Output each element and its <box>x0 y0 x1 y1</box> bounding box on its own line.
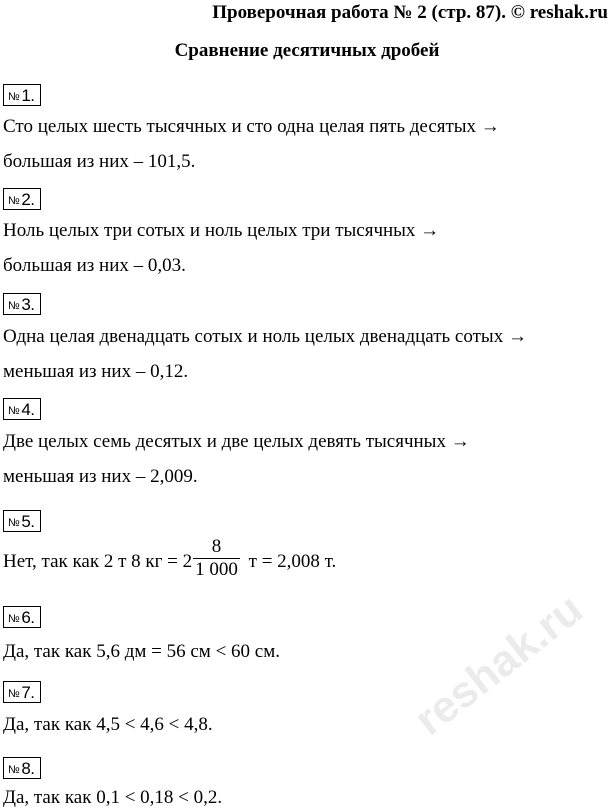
answer-line: меньшая из них – 2,009. <box>3 466 198 487</box>
number-sign: № <box>8 517 20 529</box>
answer-text: Нет, так как 2 т 8 кг = 2 <box>3 550 193 572</box>
answer-line: меньшая из них – 0,12. <box>3 361 189 382</box>
answer-line: Одна целая двенадцать сотых и ноль целых двенадцать сотых → <box>3 326 527 347</box>
answer-line <box>3 536 337 585</box>
answer-line: большая из них – 0,03. <box>3 255 186 276</box>
task-number-badge <box>3 293 41 315</box>
task-number: 5. <box>21 512 35 531</box>
fraction-denominator: 1 000 <box>195 559 238 580</box>
watermark: reshak.ru <box>405 584 592 745</box>
page-title: Сравнение десятичных дробей <box>174 40 440 61</box>
number-sign: № <box>8 300 20 312</box>
answer-line: Да, так как 4,5 < 4,6 < 4,8. <box>3 714 213 735</box>
task-number-badge <box>3 398 41 420</box>
number-sign: № <box>8 764 20 776</box>
number-sign: № <box>8 613 20 625</box>
task-number-badge <box>3 681 41 703</box>
answer-line: Ноль целых три сотых и ноль целых три тысячных → <box>3 220 440 241</box>
page-header: Проверочная работа № 2 (стр. 87). © reshak.ru <box>212 2 608 23</box>
answer-line: Да, так как 0,1 < 0,18 < 0,2. <box>3 787 223 808</box>
answer-line: Да, так как 5,6 дм = 56 см < 60 см. <box>3 641 280 662</box>
task-number-badge <box>3 757 41 779</box>
number-sign: № <box>8 195 20 207</box>
task-number: 3. <box>21 295 35 314</box>
task-number: 8. <box>21 759 35 778</box>
task-number: 1. <box>21 86 35 105</box>
task-number-badge <box>3 84 41 106</box>
number-sign: № <box>8 405 20 417</box>
number-sign: № <box>8 91 20 103</box>
task-number: 7. <box>21 683 35 702</box>
task-number-badge <box>3 188 41 210</box>
answer-text: т = 2,008 т. <box>243 550 337 572</box>
task-number-badge <box>3 606 41 628</box>
fraction-numerator: 8 <box>193 536 240 559</box>
number-sign: № <box>8 688 20 700</box>
answer-line: Сто целых шесть тысячных и сто одна целая пять десятых → <box>3 116 500 137</box>
answer-line: большая из них – 101,5. <box>3 151 196 172</box>
fraction <box>193 536 240 581</box>
task-number: 4. <box>21 400 35 419</box>
answer-line: Две целых семь десятых и две целых девять тысячных → <box>3 431 470 452</box>
task-number: 2. <box>21 190 35 209</box>
task-number-badge <box>3 510 41 532</box>
task-number: 6. <box>21 608 35 627</box>
